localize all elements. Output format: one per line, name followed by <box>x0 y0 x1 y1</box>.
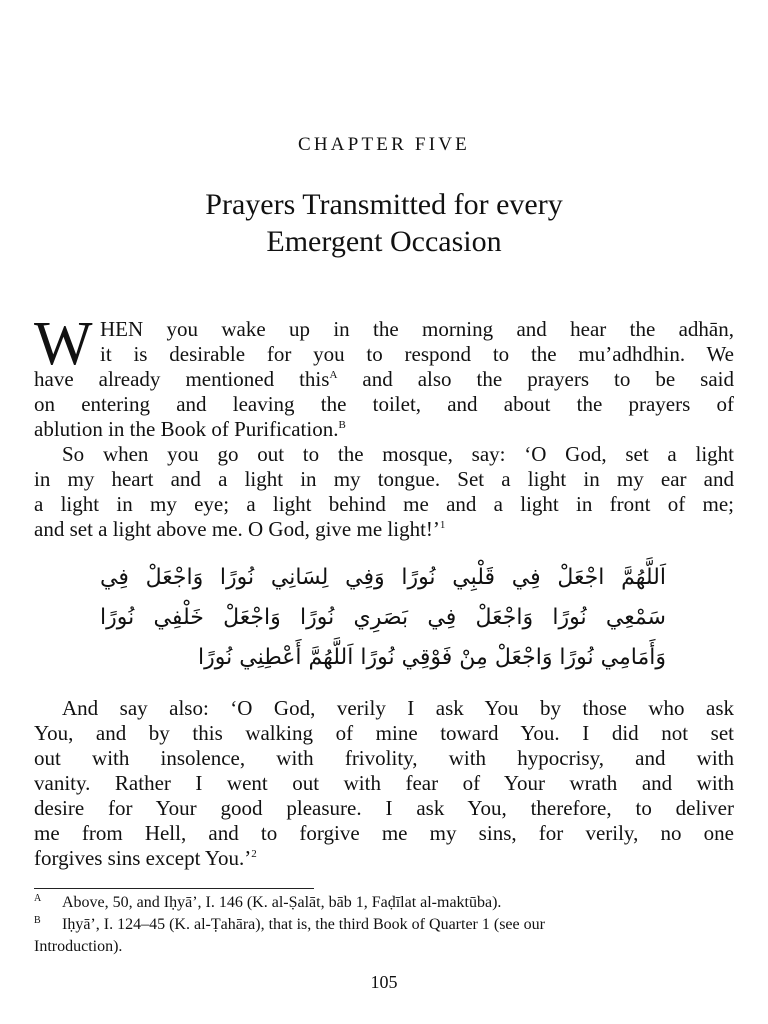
paragraph2 <box>34 442 734 542</box>
paragraph1-indented <box>100 317 734 367</box>
footnote-a: A Above, 50, and Iḥyā’, I. 146 (K. al-Ṣalāt, bāb 1, Faḍīlat al-maktūba). <box>34 892 502 911</box>
footnote-ref-2[interactable]: 2 <box>251 848 257 860</box>
paragraph1-line3 <box>34 367 734 392</box>
footnote-b-text: Iḥyā’, I. 124–45 (K. al-Ṭahāra), that is, the third Book of Quarter 1 (see our <box>62 916 545 933</box>
paragraph1-line4: on entering and leaving the toilet, and about the prayers of <box>34 392 734 416</box>
paragraph3-line2: You, and by this walking of mine toward You. I did not set <box>34 721 734 745</box>
arabic-line1: اَللَّهُمَّ اجْعَلْ فِي قَلْبِي نُورًا وَفِي لِسَانِي نُورًا وَاجْعَلْ فِي <box>100 565 666 590</box>
paragraph3-line3: out with insolence, with frivolity, with hypocrisy, and with <box>34 746 734 770</box>
chapter-title <box>0 186 768 260</box>
paragraph2-line2: in my heart and a light in my tongue. Set a light in my ear and <box>34 467 734 491</box>
paragraph1-line5 <box>34 417 734 442</box>
footnote-ref-1[interactable]: 1 <box>439 519 446 531</box>
page-number: 105 <box>370 972 398 992</box>
arabic-prayer <box>100 558 666 678</box>
paragraph1-line3b: and also the prayers to be said <box>337 367 734 391</box>
paragraph2-line3: a light in my eye; a light behind me and a light in front of me; <box>34 492 734 516</box>
chapter-label: CHAPTER FIVE <box>298 134 470 155</box>
paragraph3-line6: me from Hell, and to forgive me my sins, for verily, no one <box>34 821 734 845</box>
paragraph1-line5a: ablution in the Book of Purification. <box>34 417 339 441</box>
footnote-a-text: Above, 50, and Iḥyā’, I. 146 (K. al-Ṣalāt, bāb 1, Faḍīlat al-maktūba). <box>62 894 502 911</box>
paragraph3 <box>34 696 734 871</box>
paragraph1-line2: it is desirable for you to respond to the mu’adhdhin. We <box>100 342 734 366</box>
footnotes <box>34 892 734 958</box>
arabic-line2: سَمْعِي نُورًا وَاجْعَلْ فِي بَصَرِي نُورًا وَاجْعَلْ خَلْفِي نُورًا <box>100 605 666 630</box>
chapter-title-line1: Prayers Transmitted for every <box>205 188 563 221</box>
paragraph3-line7a: forgives sins except You.’ <box>34 846 252 870</box>
footnote-ref-b[interactable]: B <box>338 419 346 431</box>
paragraph3-line5: desire for Your good pleasure. I ask You, therefore, to deliver <box>34 796 734 820</box>
paragraph2-line1: So when you go out to the mosque, say: ‘O God, set a light <box>62 442 734 466</box>
chapter-title-line2: Emergent Occasion <box>266 225 502 258</box>
paragraph1-rest <box>34 367 734 442</box>
paragraph1-line3a: have already mentioned this <box>34 367 330 391</box>
paragraph2-line4 <box>34 517 734 542</box>
drop-cap: W <box>34 310 93 378</box>
arabic-line3: وَأَمَامِي نُورًا وَاجْعَلْ مِنْ فَوْقِي نُورًا اَللَّهُمَّ أَعْطِنِي نُورًا <box>198 645 666 670</box>
footnote-b: B Iḥyā’, I. 124–45 (K. al-Ṭahāra), that is, the third Book of Quarter 1 (see our <box>34 914 545 933</box>
paragraph3-line1: And say also: ‘O God, verily I ask You by those who ask <box>62 696 734 720</box>
paragraph2-line4a: and set a light above me. O God, give me light!’ <box>34 517 440 541</box>
paragraph3-line7 <box>34 846 734 871</box>
paragraph3-line4: vanity. Rather I went out with fear of Your wrath and with <box>34 771 734 795</box>
footnote-divider <box>34 888 314 889</box>
footnote-ref-a[interactable]: A <box>329 369 338 381</box>
paragraph1-line1: HEN you wake up in the morning and hear the adhān, <box>100 317 734 341</box>
footnote-b-continued: Introduction). <box>34 938 123 955</box>
